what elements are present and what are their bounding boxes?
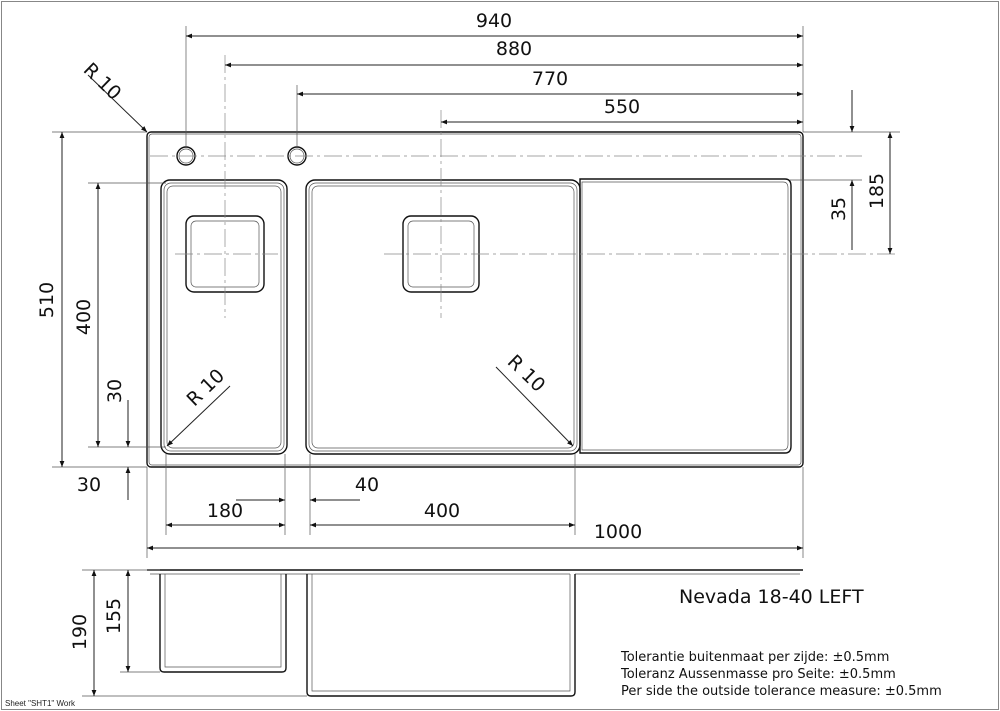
tolerance-english: Per side the outside tolerance measure: ±0.5mm: [621, 684, 942, 699]
dim-550: 550: [603, 96, 641, 118]
dim-corner-radius: R 10: [78, 58, 126, 105]
dim-185: 185: [866, 172, 888, 210]
product-title: Nevada 18-40 LEFT: [679, 586, 864, 608]
dim-large-bowl-radius: R 10: [502, 350, 550, 397]
drainboard: [580, 179, 791, 453]
dim-1000: 1000: [593, 521, 643, 543]
left-dimension-lines: [62, 132, 128, 500]
extension-lines: [52, 26, 900, 558]
dim-155: 155: [103, 597, 125, 635]
dim-35: 35: [828, 196, 850, 222]
dim-180: 180: [206, 500, 244, 522]
dim-400-vertical: 400: [73, 298, 95, 336]
tolerance-dutch: Tolerantie buitenmaat per zijde: ±0.5mm: [621, 650, 890, 665]
sheet-label: Sheet "SHT1" Work: [5, 699, 75, 708]
dim-30-outer: 30: [76, 474, 102, 496]
dim-940: 940: [475, 10, 513, 32]
dim-190: 190: [69, 613, 91, 651]
dim-770: 770: [531, 68, 569, 90]
top-dimension-lines: [186, 36, 803, 122]
tolerance-german: Toleranz Aussenmasse pro Seite: ±0.5mm: [621, 667, 896, 682]
dim-510: 510: [36, 281, 58, 319]
dim-880: 880: [495, 38, 533, 60]
sink-outline-inner: [149, 134, 801, 465]
right-dimension-lines: [790, 90, 890, 254]
dim-40: 40: [354, 474, 380, 496]
dim-30-inner: 30: [104, 378, 126, 404]
dim-400-horizontal: 400: [423, 500, 461, 522]
dim-small-bowl-radius: R 10: [182, 364, 230, 411]
bottom-dimension-lines: [147, 500, 803, 548]
